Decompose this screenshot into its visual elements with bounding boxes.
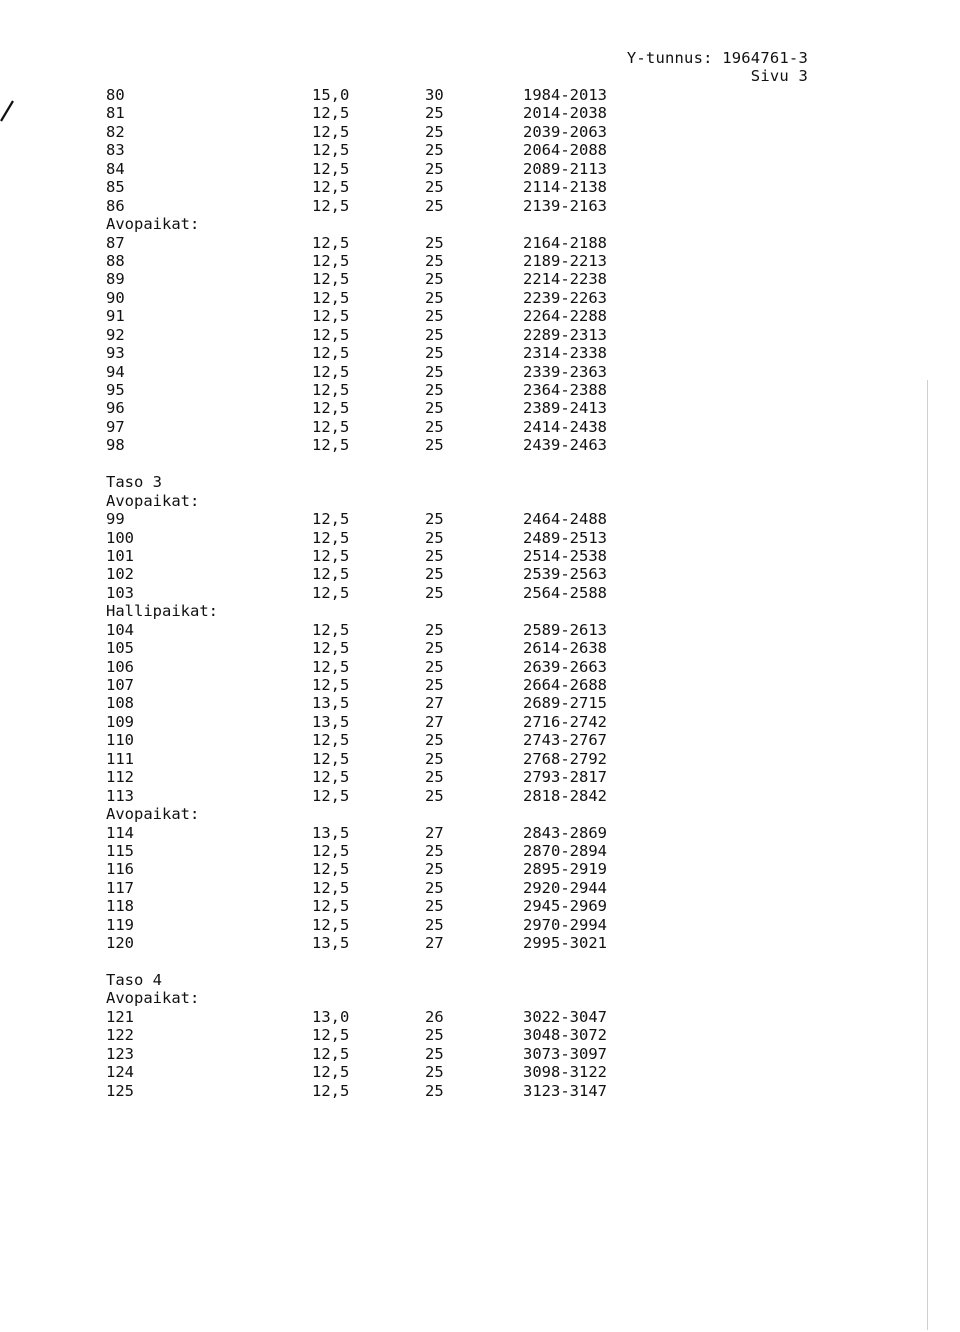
share-value: 25 [425,731,444,750]
business-id-value: 1964761-3 [722,49,808,67]
share-value: 25 [425,344,444,363]
table-row [106,529,666,547]
share-range: 2945-2969 [523,897,607,916]
table-row [106,307,666,325]
share-range: 2014-2038 [523,104,607,123]
table-row [106,1008,666,1026]
table-row [106,694,666,712]
area-value: 13,5 [312,712,350,731]
share-range: 2716-2742 [523,712,607,731]
share-range: 2389-2413 [523,399,607,418]
share-range: 2114-2138 [523,178,607,197]
table-row [106,234,666,252]
space-number: 112 [106,768,134,787]
share-value: 25 [425,288,444,307]
space-number: 117 [106,878,134,897]
table-row [106,86,666,104]
space-number: 90 [106,288,125,307]
space-number: 125 [106,1081,134,1100]
area-value: 12,5 [312,251,350,270]
area-value: 12,5 [312,620,350,639]
space-number: 99 [106,510,125,529]
space-number: 98 [106,436,125,455]
share-range: 2239-2263 [523,288,607,307]
table-row [106,289,666,307]
share-value: 25 [425,528,444,547]
table-row [106,160,666,178]
space-number: 87 [106,233,125,252]
space-number: 82 [106,122,125,141]
page-number: Sivu 3 [750,67,808,85]
share-range: 2920-2944 [523,878,607,897]
area-value: 13,5 [312,823,350,842]
share-value: 25 [425,325,444,344]
area-value: 12,5 [312,860,350,879]
space-number: 103 [106,583,134,602]
table-row [106,510,666,528]
area-value: 12,5 [312,159,350,178]
table-row [106,270,666,288]
space-number: 86 [106,196,125,215]
space-number: 115 [106,841,134,860]
share-value: 25 [425,251,444,270]
table-row [106,658,666,676]
share-value: 25 [425,436,444,455]
share-range: 2164-2188 [523,233,607,252]
share-value: 27 [425,934,444,953]
area-value: 13,5 [312,934,350,953]
table-row [106,1063,666,1081]
area-value: 12,5 [312,362,350,381]
check-mark-icon [0,100,14,122]
area-value: 12,5 [312,731,350,750]
area-value: 12,5 [312,233,350,252]
share-value: 25 [425,141,444,160]
space-number: 116 [106,860,134,879]
area-value: 12,5 [312,841,350,860]
share-value: 30 [425,86,444,104]
space-number: 121 [106,1007,134,1026]
area-value: 12,5 [312,178,350,197]
table-row [106,418,666,436]
share-range: 2314-2338 [523,344,607,363]
share-range: 2895-2919 [523,860,607,879]
share-range: 2995-3021 [523,934,607,953]
area-value: 12,5 [312,344,350,363]
space-number: 119 [106,915,134,934]
area-value: 12,5 [312,639,350,658]
space-number: 120 [106,934,134,953]
share-range: 2768-2792 [523,749,607,768]
business-id-label: Y-tunnus: [626,49,713,67]
share-value: 25 [425,417,444,436]
space-number: 92 [106,325,125,344]
share-value: 27 [425,712,444,731]
table-row [106,842,666,860]
space-number: 80 [106,86,125,104]
space-number: 113 [106,786,134,805]
area-value: 12,5 [312,546,350,565]
share-value: 25 [425,897,444,916]
share-range: 2793-2817 [523,768,607,787]
section-heading [106,805,666,823]
table-row [106,381,666,399]
share-value: 25 [425,786,444,805]
area-value: 12,5 [312,583,350,602]
space-number: 84 [106,159,125,178]
area-value: 12,5 [312,528,350,547]
share-range: 2664-2688 [523,676,607,694]
share-value: 27 [425,823,444,842]
section-heading [106,989,666,1007]
area-value: 12,5 [312,786,350,805]
share-range: 2564-2588 [523,583,607,602]
section-heading [106,215,666,233]
share-range: 2614-2638 [523,639,607,658]
share-value: 25 [425,639,444,658]
section-label: Taso 4 [106,971,162,989]
space-number: 81 [106,104,125,123]
section-label: Avopaikat: [106,989,200,1008]
share-value: 25 [425,510,444,529]
share-value: 25 [425,399,444,418]
space-number: 124 [106,1063,134,1082]
area-value: 12,5 [312,878,350,897]
space-number: 109 [106,712,134,731]
share-range: 2843-2869 [523,823,607,842]
space-number: 123 [106,1044,134,1063]
share-value: 25 [425,381,444,399]
area-value: 12,5 [312,196,350,215]
share-value: 25 [425,104,444,123]
space-number: 95 [106,381,125,399]
share-value: 25 [425,915,444,934]
table-row [106,197,666,215]
share-value: 25 [425,878,444,897]
section-label: Avopaikat: [106,491,200,510]
area-value: 12,5 [312,768,350,787]
space-number: 100 [106,528,134,547]
share-range: 2289-2313 [523,325,607,344]
area-value: 12,5 [312,676,350,694]
space-number: 85 [106,178,125,197]
blank-row [106,455,666,473]
space-number: 96 [106,399,125,418]
area-value: 12,5 [312,510,350,529]
share-value: 25 [425,620,444,639]
area-value: 12,5 [312,399,350,418]
parking-spaces-table [106,86,666,1100]
share-value: 27 [425,694,444,713]
section-label: Avopaikat: [106,805,200,824]
table-row [106,676,666,694]
share-range: 2870-2894 [523,841,607,860]
area-value: 12,5 [312,1081,350,1100]
share-range: 2214-2238 [523,270,607,289]
space-number: 118 [106,897,134,916]
scan-edge-line [927,380,928,1330]
business-id [627,49,808,67]
table-row [106,731,666,749]
area-value: 12,5 [312,1063,350,1082]
table-row [106,768,666,786]
share-value: 25 [425,768,444,787]
share-range: 2039-2063 [523,122,607,141]
table-row [106,879,666,897]
space-number: 91 [106,307,125,326]
table-row [106,141,666,159]
share-range: 2189-2213 [523,251,607,270]
table-row [106,916,666,934]
space-number: 106 [106,657,134,676]
table-row [106,787,666,805]
share-value: 25 [425,270,444,289]
share-range: 2264-2288 [523,307,607,326]
share-value: 25 [425,1063,444,1082]
share-range: 2970-2994 [523,915,607,934]
area-value: 13,5 [312,694,350,713]
share-value: 25 [425,122,444,141]
share-range: 2064-2088 [523,141,607,160]
area-value: 12,5 [312,657,350,676]
share-range: 2489-2513 [523,528,607,547]
table-row [106,104,666,122]
share-range: 2589-2613 [523,620,607,639]
space-number: 111 [106,749,134,768]
space-number: 102 [106,565,134,584]
area-value: 12,5 [312,436,350,455]
share-range: 2539-2563 [523,565,607,584]
area-value: 13,0 [312,1007,350,1026]
space-number: 89 [106,270,125,289]
share-range: 2514-2538 [523,546,607,565]
space-number: 110 [106,731,134,750]
table-row [106,584,666,602]
table-row [106,252,666,270]
section-heading [106,971,666,989]
space-number: 93 [106,344,125,363]
table-row [106,363,666,381]
area-value: 12,5 [312,270,350,289]
share-range: 2339-2363 [523,362,607,381]
share-value: 25 [425,565,444,584]
area-value: 15,0 [312,86,350,104]
space-number: 101 [106,546,134,565]
table-row [106,436,666,454]
share-value: 25 [425,841,444,860]
space-number: 122 [106,1026,134,1045]
area-value: 12,5 [312,288,350,307]
share-value: 25 [425,860,444,879]
table-row [106,750,666,768]
table-row [106,934,666,952]
share-range: 2089-2113 [523,159,607,178]
area-value: 12,5 [312,565,350,584]
table-row [106,178,666,196]
area-value: 12,5 [312,1026,350,1045]
share-range: 3048-3072 [523,1026,607,1045]
share-range: 2689-2715 [523,694,607,713]
area-value: 12,5 [312,381,350,399]
table-row [106,713,666,731]
share-range: 3123-3147 [523,1081,607,1100]
table-row [106,824,666,842]
share-range: 2364-2388 [523,381,607,399]
space-number: 114 [106,823,134,842]
space-number: 108 [106,694,134,713]
table-row [106,326,666,344]
space-number: 94 [106,362,125,381]
area-value: 12,5 [312,915,350,934]
share-value: 25 [425,657,444,676]
table-row [106,860,666,878]
space-number: 97 [106,417,125,436]
section-heading [106,473,666,491]
section-heading [106,602,666,620]
area-value: 12,5 [312,417,350,436]
share-value: 26 [425,1007,444,1026]
share-value: 25 [425,1026,444,1045]
area-value: 12,5 [312,104,350,123]
share-range: 3022-3047 [523,1007,607,1026]
share-value: 25 [425,233,444,252]
area-value: 12,5 [312,749,350,768]
table-row [106,565,666,583]
table-row [106,123,666,141]
table-row [106,399,666,417]
share-range: 2639-2663 [523,657,607,676]
space-number: 83 [106,141,125,160]
space-number: 104 [106,620,134,639]
share-range: 2414-2438 [523,417,607,436]
area-value: 12,5 [312,141,350,160]
share-value: 25 [425,196,444,215]
section-label: Hallipaikat: [106,602,218,621]
section-label: Taso 3 [106,473,162,492]
share-value: 25 [425,583,444,602]
area-value: 12,5 [312,1044,350,1063]
table-row [106,1026,666,1044]
section-heading [106,492,666,510]
share-range: 2818-2842 [523,786,607,805]
area-value: 12,5 [312,897,350,916]
space-number: 107 [106,676,134,694]
share-value: 25 [425,1044,444,1063]
area-value: 12,5 [312,307,350,326]
table-row [106,547,666,565]
share-range: 3073-3097 [523,1044,607,1063]
table-row [106,639,666,657]
share-value: 25 [425,178,444,197]
area-value: 12,5 [312,325,350,344]
table-row [106,621,666,639]
share-range: 2439-2463 [523,436,607,455]
table-row [106,1045,666,1063]
share-range: 2139-2163 [523,196,607,215]
share-value: 25 [425,676,444,694]
share-range: 2743-2767 [523,731,607,750]
table-row [106,344,666,362]
share-value: 25 [425,546,444,565]
table-row [106,897,666,915]
share-range: 2464-2488 [523,510,607,529]
share-value: 25 [425,749,444,768]
section-label: Avopaikat: [106,215,200,234]
space-number: 105 [106,639,134,658]
share-value: 25 [425,159,444,178]
space-number: 88 [106,251,125,270]
share-value: 25 [425,362,444,381]
area-value: 12,5 [312,122,350,141]
share-range: 1984-2013 [523,86,607,104]
share-value: 25 [425,307,444,326]
share-value: 25 [425,1081,444,1100]
table-row [106,1082,666,1100]
share-range: 3098-3122 [523,1063,607,1082]
blank-row [106,953,666,971]
